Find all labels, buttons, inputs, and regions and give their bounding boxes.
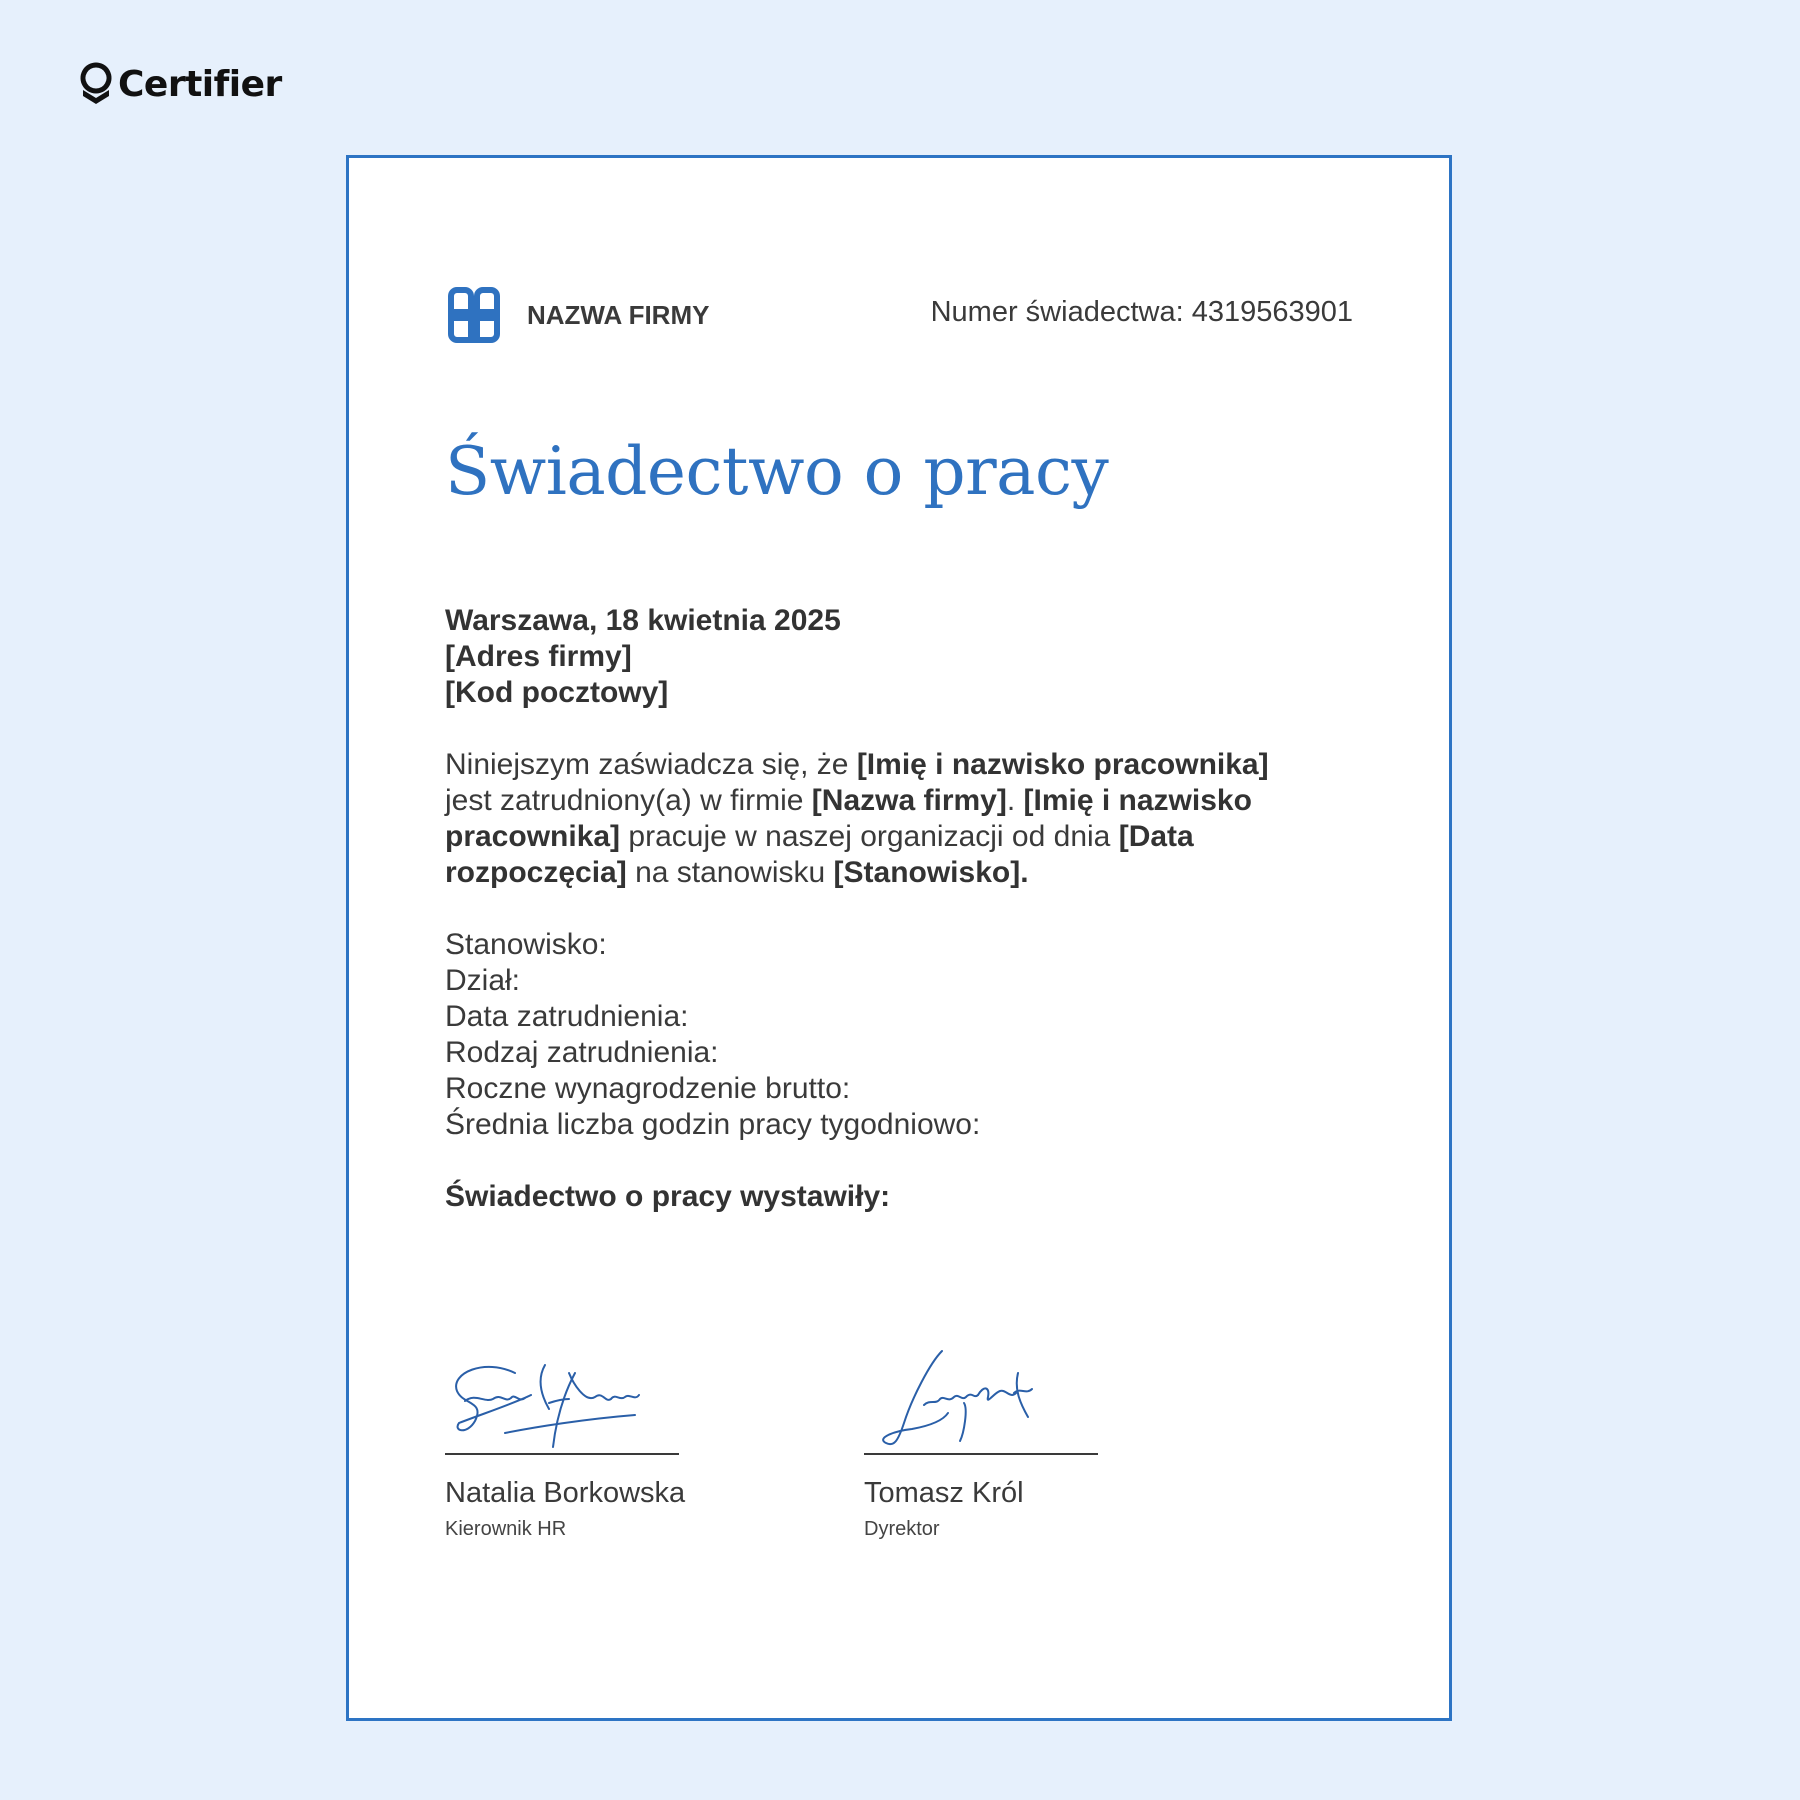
certificate-title: Świadectwo o pracy	[445, 433, 1109, 510]
position-placeholder: [Stanowisko].	[833, 856, 1029, 889]
brand-name: Certifier	[118, 63, 282, 105]
start-date: [Data rozpoczęcia]	[445, 820, 1194, 889]
signatory-director	[864, 1343, 1098, 1541]
certifier-logo-icon	[78, 62, 114, 106]
certificate-number-label: Numer świadectwa:	[930, 296, 1184, 328]
certificate-number	[931, 296, 1353, 329]
signature-line	[864, 1453, 1098, 1455]
statement-works-since: pracuje w naszej organizacji od dnia	[628, 820, 1111, 853]
field-label: Rodzaj zatrudnienia:	[445, 1036, 719, 1069]
issued-by-label: Świadectwo o pracy wystawiły:	[445, 1180, 891, 1213]
certificate-content	[445, 158, 1353, 1718]
employee-name-2: [Imię i nazwisko pracownika]	[445, 784, 1252, 853]
employment-certificate	[346, 155, 1452, 1721]
signature-lampard	[864, 1343, 1098, 1453]
signatory-name: Tomasz Król	[864, 1477, 1024, 1509]
field-label: Stanowisko:	[445, 928, 607, 961]
company-address: [Adres firmy]	[445, 640, 632, 673]
field-label: Data zatrudnienia:	[445, 1000, 689, 1033]
company-placeholder: [Nazwa firmy]	[811, 784, 1007, 817]
company-logo-icon	[445, 286, 503, 344]
certifier-brand	[78, 62, 282, 106]
statement-employed: jest zatrudniony(a) w firmie	[445, 784, 804, 817]
field-label: Średnia liczba godzin pracy tygodniowo:	[445, 1108, 981, 1141]
signatory-hr	[445, 1343, 686, 1541]
certificate-body	[445, 603, 1295, 1215]
place-date: Warszawa, 18 kwietnia 2025	[445, 604, 841, 637]
statement-on-position: na stanowisku	[635, 856, 826, 889]
signature-samira-hadid	[445, 1343, 679, 1453]
statement-paragraph: Niniejszym zaświadcza się, że [Imię i nazwisko pracownika] jest zatrudniony(a) w firmie [Nazwa firmy]. [Imię i nazwisko pracownika] pracuje w naszej organizacji od dnia [Data rozpoczęcia] na stanowisku [Stanowisko].	[445, 748, 1269, 889]
certificate-number-value: 4319563901	[1191, 296, 1353, 328]
signatory-role: Kierownik HR	[445, 1518, 567, 1540]
company-name: NAZWA FIRMY	[527, 299, 710, 330]
company-header	[445, 286, 709, 344]
signatory-role: Dyrektor	[864, 1518, 940, 1540]
employee-name: [Imię i nazwisko pracownika]	[856, 748, 1269, 781]
statement-intro: Niniejszym zaświadcza się, że	[445, 748, 849, 781]
signatory-name: Natalia Borkowska	[445, 1477, 686, 1509]
signature-line	[445, 1453, 679, 1455]
field-label: Dział:	[445, 964, 521, 997]
postal-code: [Kod pocztowy]	[445, 676, 669, 709]
field-label: Roczne wynagrodzenie brutto:	[445, 1072, 851, 1105]
